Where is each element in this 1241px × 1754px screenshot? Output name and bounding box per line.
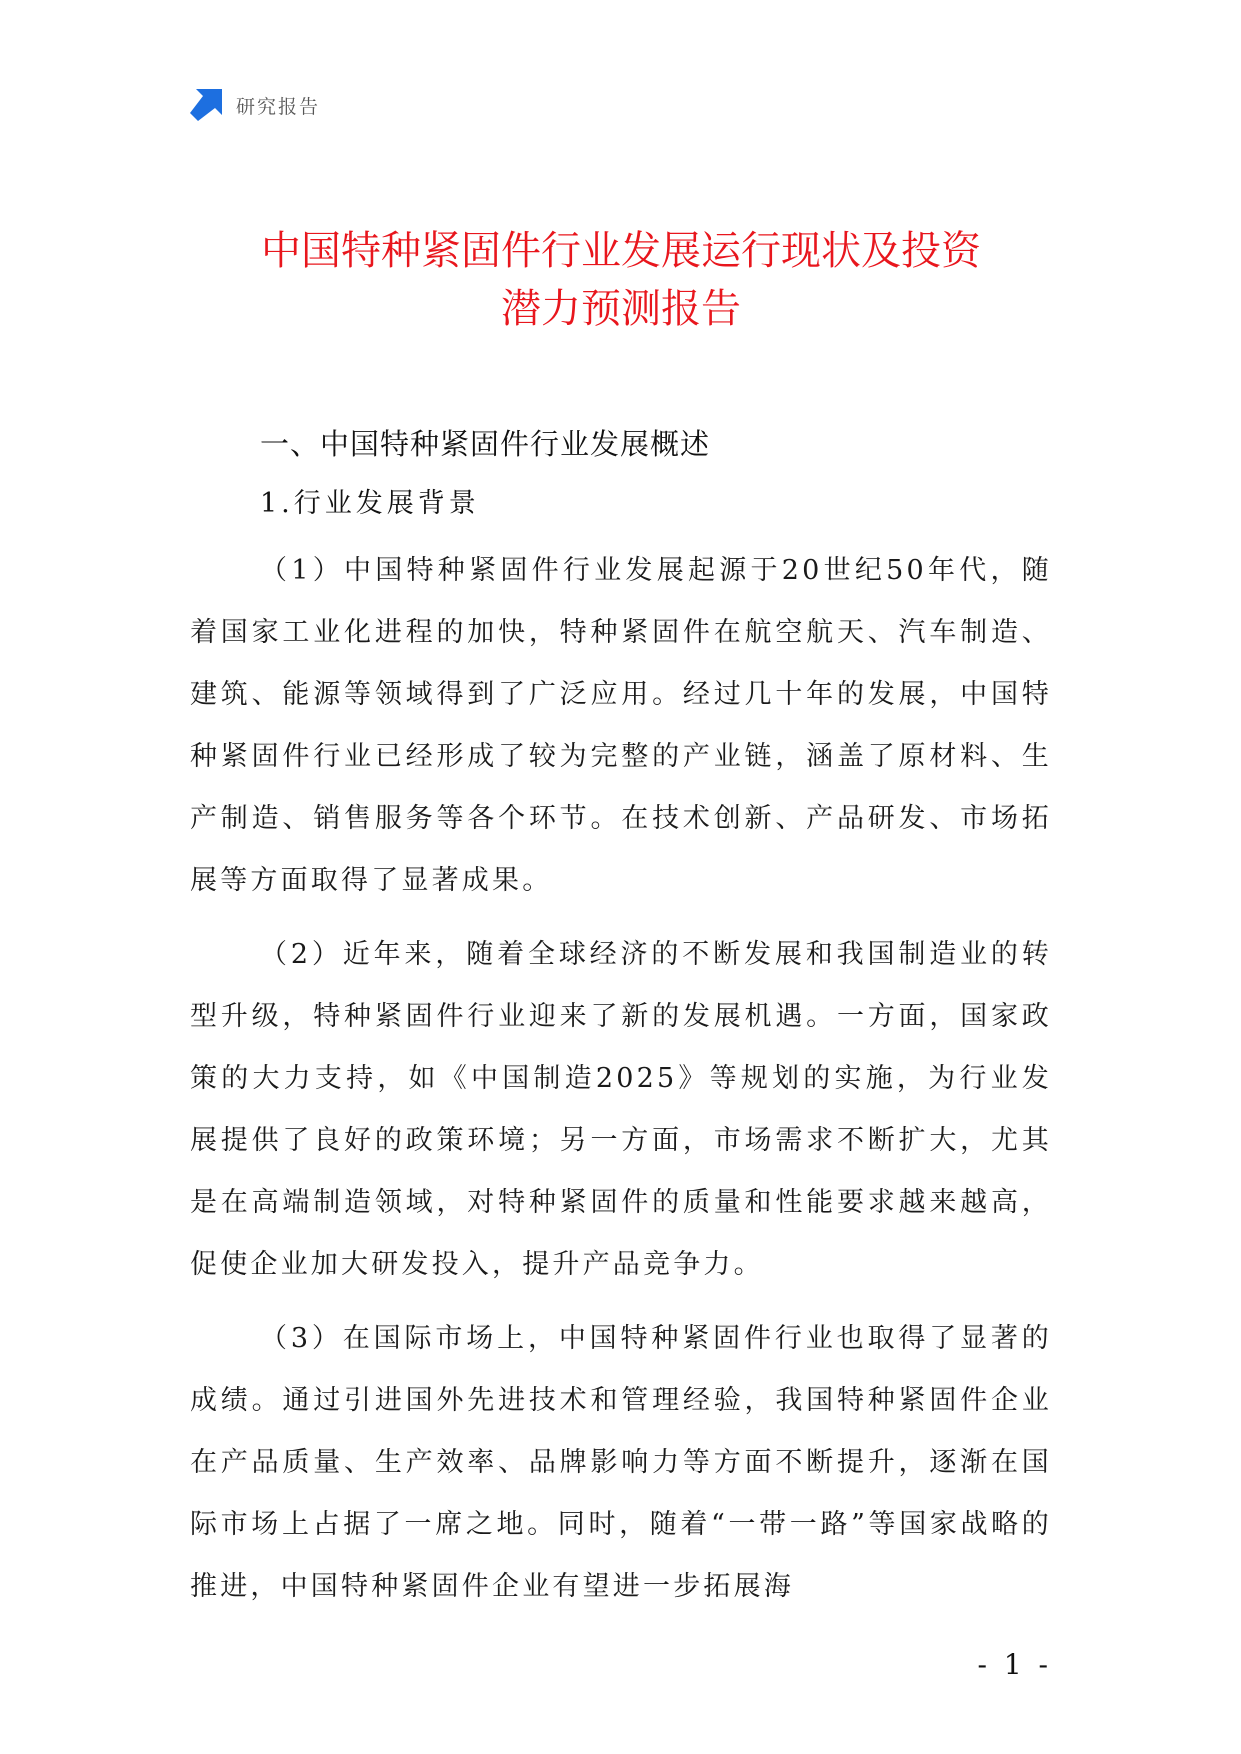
section-heading: 一、中国特种紧固件行业发展概述 — [260, 427, 711, 461]
page-number: - 1 - — [977, 1648, 1052, 1681]
report-header — [190, 88, 320, 122]
title-line-1: 中国特种紧固件行业发展运行现状及投资 — [261, 228, 981, 274]
paragraph-2: （2）近年来，随着全球经济的不断发展和我国制造业的转型升级，特种紧固件行业迎来了新的发展机遇。一方面，国家政策的大力支持，如《中国制造2025》等规划的实施，为行业发展提供了良好的政策环境；另一方面，市场需求不断扩大，尤其是在高端制造领域，对特种紧固件的质量和性能要求越来越高，促使企业加大研发投入，提升产品竞争力。 — [190, 939, 1052, 1280]
arrow-up-right-icon — [190, 89, 222, 121]
paragraph-1: （1）中国特种紧固件行业发展起源于20世纪50年代，随着国家工业化进程的加快，特种紧固件在航空航天、汽车制造、建筑、能源等领域得到了广泛应用。经过几十年的发展，中国特种紧固件行业已经形成了较为完整的产业链，涵盖了原材料、生产制造、销售服务等各个环节。在技术创新、产品研发、市场拓展等方面取得了显著成果。 — [190, 555, 1052, 896]
title-line-2: 潜力预测报告 — [501, 286, 741, 332]
paragraph-3: （3）在国际市场上，中国特种紧固件行业也取得了显著的成绩。通过引进国外先进技术和管理经验，我国特种紧固件企业在产品质量、生产效率、品牌影响力等方面不断提升，逐渐在国际市场上占据了一席之地。同时，随着“一带一路”等国家战略的推进，中国特种紧固件企业有望进一步拓展海 — [190, 1323, 1052, 1602]
subsection-heading: 1.行业发展背景 — [260, 488, 480, 519]
page-title — [190, 222, 1052, 338]
document-body — [190, 420, 1052, 1618]
header-label: 研究报告 — [236, 95, 321, 118]
